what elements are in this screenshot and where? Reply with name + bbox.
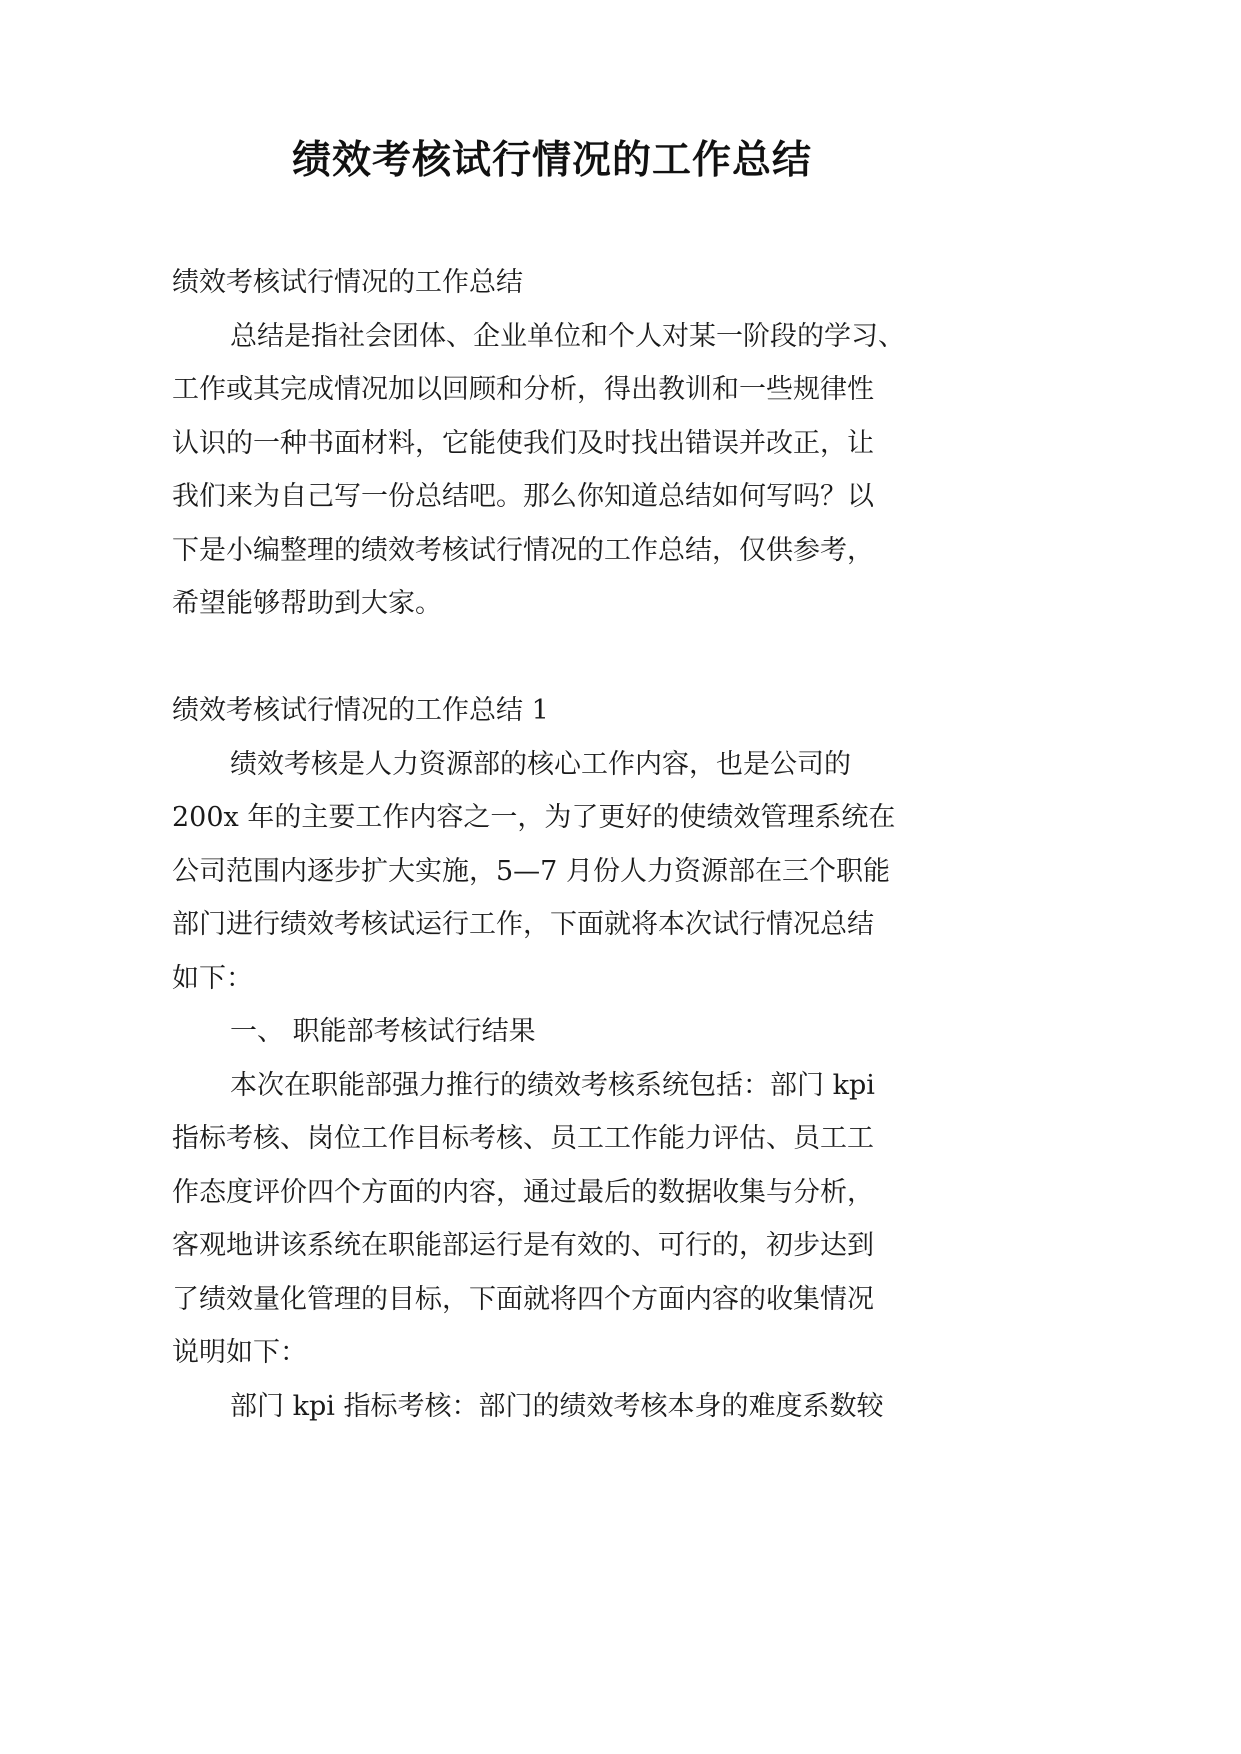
- section-line: 客观地讲该系统在职能部运行是有效的、可行的，初步达到: [172, 1230, 874, 1261]
- paragraph-gap: [172, 631, 962, 685]
- section-line: 部门 kpi 指标考核：部门的绩效考核本身的难度系数较: [230, 1390, 884, 1422]
- subsection-heading: 一、 职能部考核试行结果: [230, 1016, 536, 1047]
- section-line: 了绩效量化管理的目标，下面就将四个方面内容的收集情况: [172, 1283, 874, 1315]
- intro-line: 认识的一种书面材料，它能使我们及时找出错误并改正，让: [172, 427, 874, 459]
- section-line: 公司范围内逐步扩大实施，5—7 月份人力资源部在三个职能: [172, 855, 890, 887]
- section-line: 说明如下：: [172, 1337, 307, 1368]
- intro-line: 我们来为自己写一份总结吧。那么你知道总结如何写吗？以: [172, 481, 874, 512]
- intro-line: 下是小编整理的绩效考核试行情况的工作总结，仅供参考，: [172, 534, 874, 566]
- section-line: 本次在职能部强力推行的绩效考核系统包括：部门 kpi: [230, 1069, 875, 1101]
- intro-line: 工作或其完成情况加以回顾和分析，得出教训和一些规律性: [172, 374, 874, 405]
- section-line: 作态度评价四个方面的内容，通过最后的数据收集与分析，: [172, 1176, 874, 1208]
- section-line: 200x 年的主要工作内容之一，为了更好的使绩效管理系统在: [172, 802, 896, 833]
- intro-line: 希望能够帮助到大家。: [172, 588, 442, 619]
- document-title: 绩效考核试行情况的工作总结: [291, 137, 812, 183]
- intro-line: 总结是指社会团体、企业单位和个人对某一阶段的学习、: [230, 320, 905, 352]
- document-body: [172, 256, 962, 1433]
- section-line: 指标考核、岗位工作目标考核、员工工作能力评估、员工工: [172, 1123, 874, 1154]
- section-heading: 绩效考核试行情况的工作总结 1: [172, 695, 549, 726]
- section-line: 部门进行绩效考核试运行工作，下面就将本次试行情况总结: [172, 909, 874, 940]
- section-line: 如下：: [172, 962, 253, 994]
- intro-heading: 绩效考核试行情况的工作总结: [172, 267, 523, 298]
- section-line: 绩效考核是人力资源部的核心工作内容，也是公司的: [230, 748, 851, 780]
